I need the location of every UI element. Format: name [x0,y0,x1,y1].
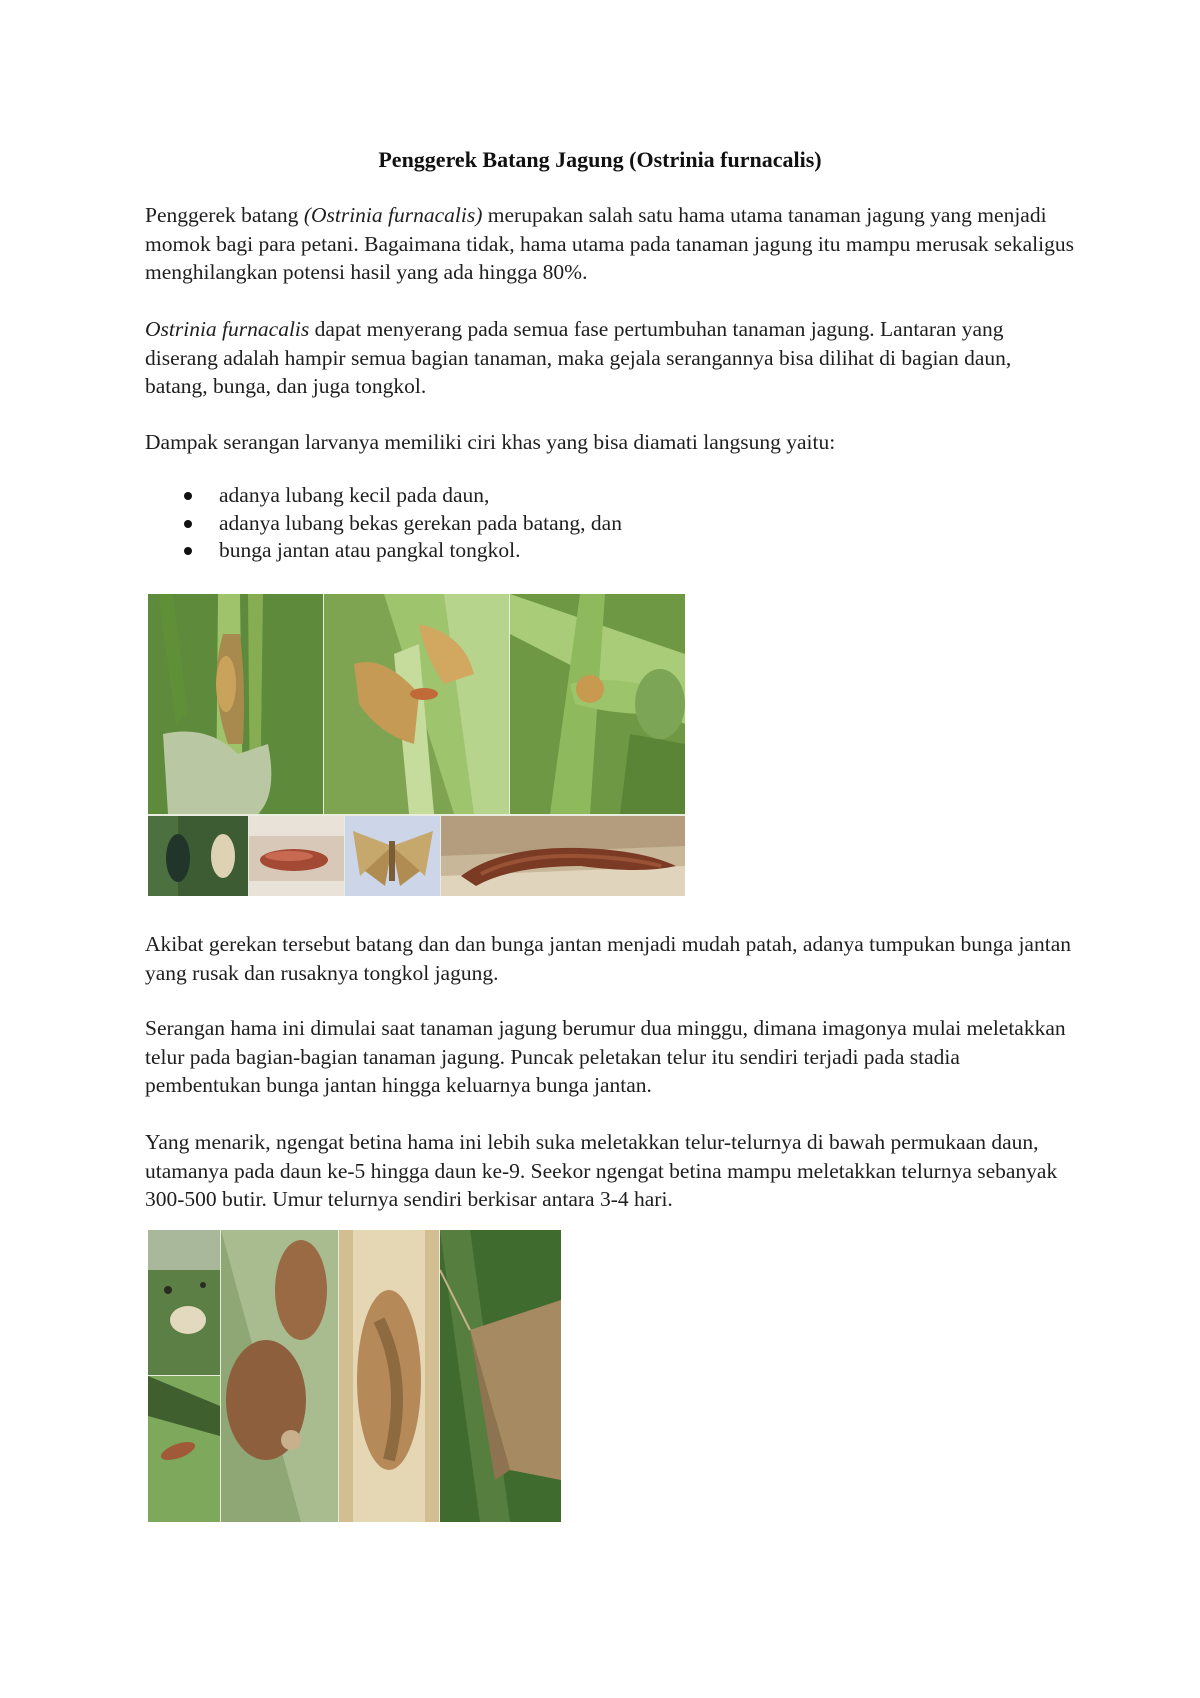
paragraph-symptoms-intro-text: Dampak serangan larvanya memiliki ciri khas yang bisa diamati langsung yaitu: [145,430,836,454]
paragraph-attack-start [145,1014,1075,1100]
bullet-item: bunga jantan atau pangkal tongkol. [145,537,1045,565]
bullet-item: adanya lubang bekas gerekan pada batang, dan [145,510,1045,538]
larva-photo [441,816,685,896]
species-name-italic: (Ostrinia furnacalis) [303,203,483,227]
moth-photo [345,816,440,896]
paragraph-symptoms-intro [145,428,1075,457]
paragraph-egg-laying [145,1128,1075,1214]
egg-mass-photo [148,816,248,896]
bullet-item: adanya lubang kecil pada daun, [145,482,1045,510]
symptom-bullet-list [145,482,1045,565]
pupa-photo [249,816,344,896]
species-name-italic-2: Ostrinia furnacalis [145,317,310,341]
adult-moth-photo [440,1230,561,1522]
paragraph-attack-start-text: Serangan hama ini dimulai saat tanaman jagung berumur dua minggu, dimana imagonya mulai meletakkan telur pada bagian-bagian tanaman jagung. Puncak peletakan telur itu sendiri terjadi pada stadia pembentukan bunga jantan hingga keluarnya bunga jantan. [145,1016,1066,1097]
damaged-stalk-photo [148,594,323,814]
bored-stem-photo [324,594,509,814]
paragraph-attack-phases [145,315,1075,401]
paragraph-attack-phases-text: dapat menyerang pada semua fase pertumbuhan tanaman jagung. Lantaran yang diserang adalah hampir semua bagian tanaman, maka gejala serangannya bisa dilihat di bagian daun, batang, bunga, dan juga tongkol. [145,317,1012,398]
eggs-on-leaf-photo [148,1230,220,1375]
paragraph-intro-text-end: merupakan salah satu hama utama tanaman jagung yang menjadi momok bagi para petani. Bagaimana tidak, hama utama pada tanaman jagung itu mampu merusak sekaligus menghilangkan potensi hasil yang ada hingga 80%. [145,203,1074,284]
larva-in-stem-photo [339,1230,439,1522]
paragraph-effects [145,930,1075,987]
document-title: Penggerek Batang Jagung (Ostrinia furnacalis) [378,147,822,172]
damage-symptoms-figure [148,594,685,896]
life-stages-figure [148,1230,561,1522]
paragraph-egg-laying-text: Yang menarik, ngengat betina hama ini lebih suka meletakkan telur-telurnya di bawah permukaan daun, utamanya pada daun ke-5 hingga daun ke-9. Seekor ngengat betina mampu meletakkan telurnya sebanyak 300-500 butir. Umur telurnya sendiri berkisar antara 3-4 hari. [145,1130,1058,1211]
damaged-ear-photo [510,594,685,814]
paragraph-intro-text-start: Penggerek batang [145,203,304,227]
paragraph-intro [145,201,1075,287]
paragraph-effects-text: Akibat gerekan tersebut batang dan dan bunga jantan menjadi mudah patah, adanya tumpukan bunga jantan yang rusak dan rusaknya tongkol jagung. [145,932,1071,985]
frass-photo [221,1230,338,1522]
larva-on-leaf-photo [148,1376,220,1522]
